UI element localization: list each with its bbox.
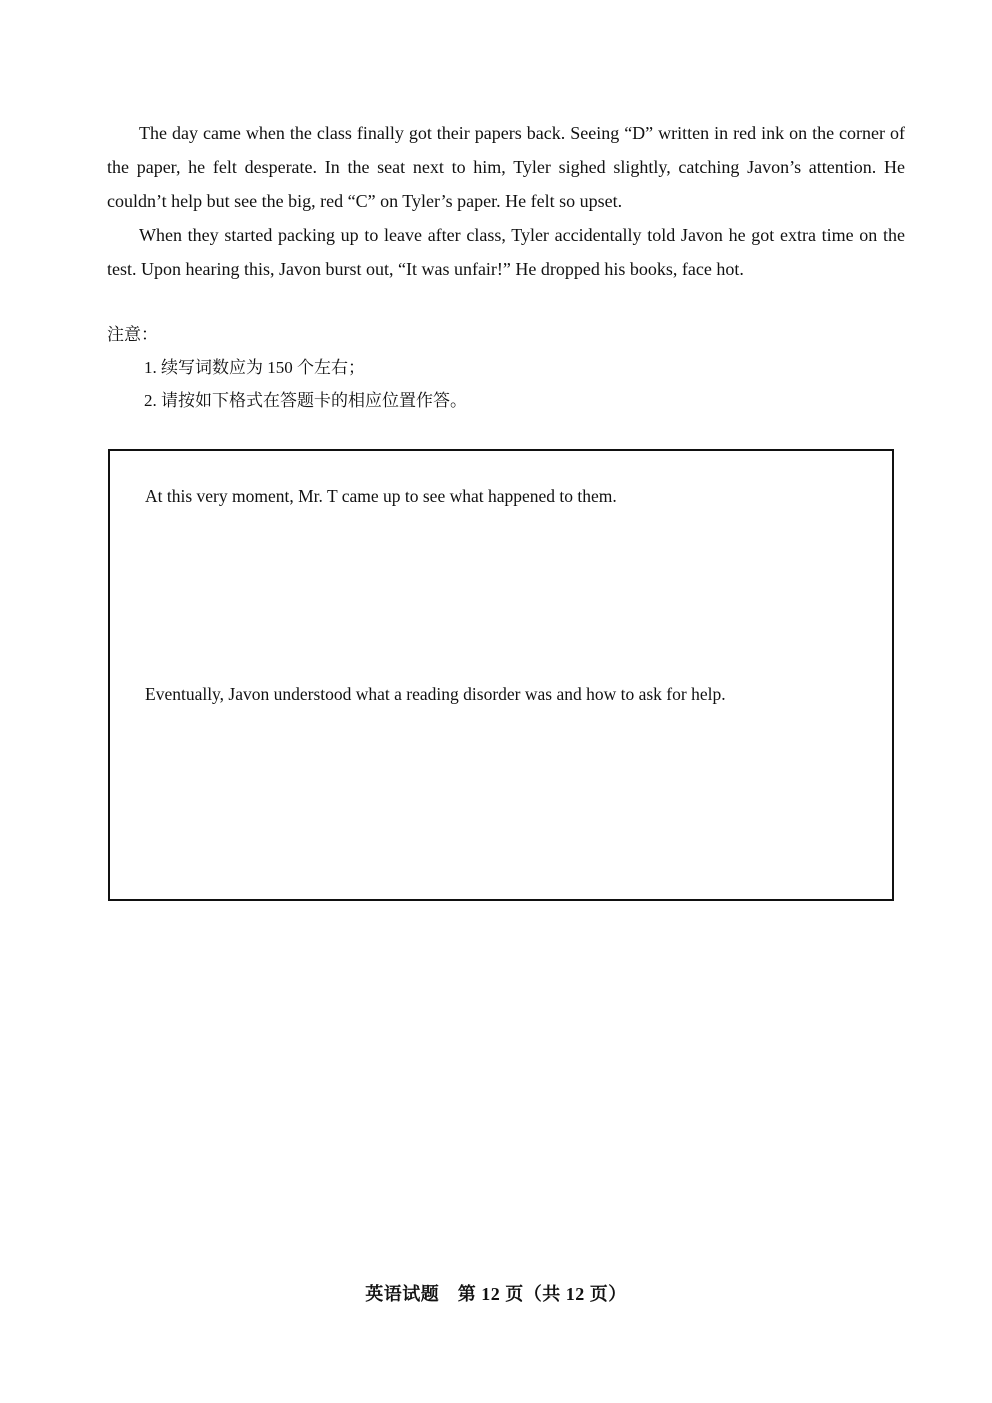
- notes-heading: 注意：: [107, 325, 158, 344]
- story-passage: [107, 116, 905, 286]
- second-paragraph-opening: Eventually, Javon understood what a reading disorder was and how to ask for help.: [145, 684, 726, 704]
- note-item-format: 2. 请按如下格式在答题卡的相应位置作答。: [144, 391, 467, 410]
- note-item-word-count: 1. 续写词数应为 150 个左右；: [144, 358, 365, 377]
- page-footer: 英语试题 第 12 页（共 12 页）: [365, 1284, 627, 1304]
- first-paragraph-opening: At this very moment, Mr. T came up to see what happened to them.: [145, 486, 617, 506]
- instructions-notes: [107, 318, 807, 417]
- passage-paragraph-2: When they started packing up to leave after class, Tyler accidentally told Javon he got extra time on the test. Upon hearing this, Javon burst out, “It was unfair!” He dropped his books, face hot.: [107, 225, 905, 279]
- answer-format-box: [108, 449, 894, 901]
- passage-paragraph-1: The day came when the class finally got their papers back. Seeing “D” written in red ink on the corner of the paper, he felt desperate. In the seat next to him, Tyler sighed slightly, catching Javon’s attention. He couldn’t help but see the big, red “C” on Tyler’s paper. He felt so upset.: [107, 123, 905, 211]
